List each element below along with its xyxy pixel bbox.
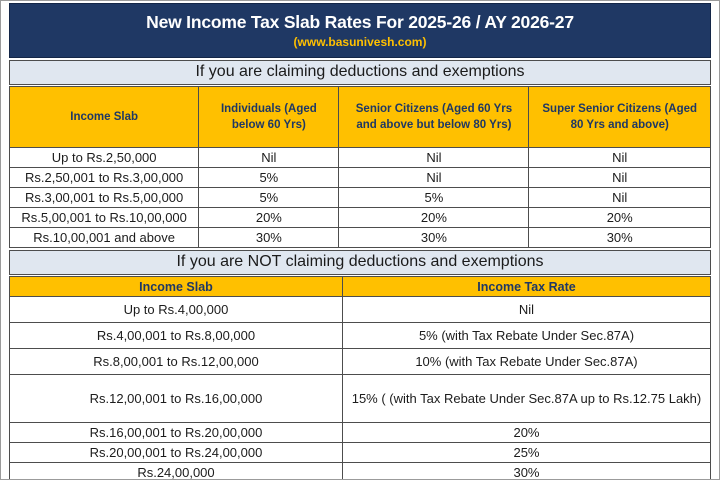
rate-cell: Nil — [529, 148, 711, 168]
table-row — [10, 297, 711, 323]
deductions-tax-slab-table — [9, 86, 711, 248]
table-row — [10, 168, 711, 188]
column-header-senior-citizens: Senior Citizens (Aged 60 Yrs and above but below 80 Yrs) — [339, 87, 529, 148]
rate-cell: 5% (with Tax Rebate Under Sec.87A) — [342, 323, 710, 349]
rate-cell: Nil — [199, 148, 339, 168]
table-row — [10, 443, 711, 463]
rate-cell: 20% — [529, 208, 711, 228]
column-header-income-slab: Income Slab — [10, 277, 343, 297]
slab-cell: Up to Rs.2,50,000 — [10, 148, 199, 168]
rate-cell: 30% — [199, 228, 339, 248]
rate-cell: Nil — [342, 297, 710, 323]
rate-cell: Nil — [339, 148, 529, 168]
table-header-row — [10, 277, 711, 297]
table-header-row — [10, 87, 711, 148]
rate-cell: Nil — [529, 188, 711, 208]
flat-rate-tax-slab-table — [9, 276, 711, 480]
rate-cell: 20% — [339, 208, 529, 228]
slab-cell: Rs.5,00,001 to Rs.10,00,000 — [10, 208, 199, 228]
rate-cell: 30% — [339, 228, 529, 248]
rate-cell: 10% (with Tax Rebate Under Sec.87A) — [342, 349, 710, 375]
rate-cell: Nil — [529, 168, 711, 188]
rate-cell: 5% — [199, 188, 339, 208]
rate-cell: 30% — [529, 228, 711, 248]
slab-cell: Rs.20,00,001 to Rs.24,00,000 — [10, 443, 343, 463]
slab-cell: Rs.16,00,001 to Rs.20,00,000 — [10, 423, 343, 443]
slab-cell: Rs.12,00,001 to Rs.16,00,000 — [10, 375, 343, 423]
column-header-income-slab: Income Slab — [10, 87, 199, 148]
slab-cell: Up to Rs.4,00,000 — [10, 297, 343, 323]
section-heading-not-claiming-deductions: If you are NOT claiming deductions and exemptions — [9, 250, 711, 275]
slab-cell: Rs.10,00,001 and above — [10, 228, 199, 248]
site-url: (www.basunivesh.com) — [293, 35, 427, 50]
rate-cell: 5% — [199, 168, 339, 188]
column-header-income-tax-rate: Income Tax Rate — [342, 277, 710, 297]
table-row — [10, 148, 711, 168]
column-header-individuals: Individuals (Aged below 60 Yrs) — [199, 87, 339, 148]
page-title: New Income Tax Slab Rates For 2025-26 / AY 2026-27 — [146, 11, 574, 32]
rate-cell: 5% — [339, 188, 529, 208]
rate-cell: Nil — [339, 168, 529, 188]
slab-cell: Rs.8,00,001 to Rs.12,00,000 — [10, 349, 343, 375]
rate-cell: 20% — [342, 423, 710, 443]
table-row — [10, 463, 711, 480]
slab-cell: Rs.24,00,000 — [10, 463, 343, 480]
rate-cell: 20% — [199, 208, 339, 228]
table-row — [10, 228, 711, 248]
section-heading-claiming-deductions: If you are claiming deductions and exemptions — [9, 60, 711, 85]
rate-cell: 15% ( (with Tax Rebate Under Sec.87A up to Rs.12.75 Lakh) — [342, 375, 710, 423]
table-row — [10, 375, 711, 423]
table-row — [10, 349, 711, 375]
slab-cell: Rs.2,50,001 to Rs.3,00,000 — [10, 168, 199, 188]
title-banner — [9, 3, 711, 58]
rate-cell: 30% — [342, 463, 710, 480]
rate-cell: 25% — [342, 443, 710, 463]
table-row — [10, 188, 711, 208]
slab-cell: Rs.3,00,001 to Rs.5,00,000 — [10, 188, 199, 208]
table-row — [10, 423, 711, 443]
table-row — [10, 208, 711, 228]
slab-cell: Rs.4,00,001 to Rs.8,00,000 — [10, 323, 343, 349]
table-row — [10, 323, 711, 349]
column-header-super-senior-citizens: Super Senior Citizens (Aged 80 Yrs and above) — [529, 87, 711, 148]
